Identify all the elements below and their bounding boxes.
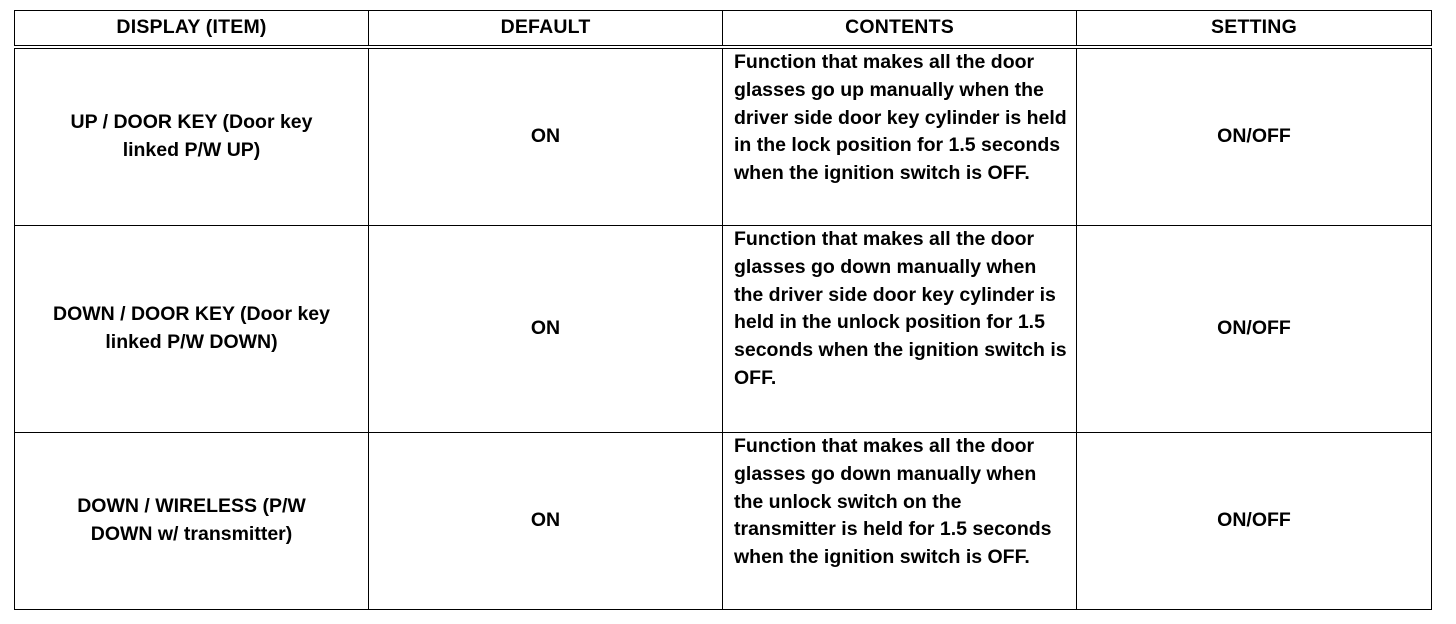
contents-cell: Function that makes all the door glasses go down manually when the unlock switch on the transmitter is held for 1.5 seconds when the ignition switch is OFF. xyxy=(723,433,1077,610)
setting-cell: ON/OFF xyxy=(1077,47,1432,226)
header-contents: CONTENTS xyxy=(723,11,1077,48)
default-cell: ON xyxy=(369,433,723,610)
header-default: DEFAULT xyxy=(369,11,723,48)
contents-cell: Function that makes all the door glasses go up manually when the driver side door key cylinder is held in the lock position for 1.5 seconds when the ignition switch is OFF. xyxy=(723,47,1077,226)
header-display-item: DISPLAY (ITEM) xyxy=(15,11,369,48)
table-header xyxy=(15,11,1432,48)
table-row xyxy=(15,47,1432,226)
settings-table xyxy=(14,10,1432,610)
default-cell: ON xyxy=(369,226,723,433)
display-item-cell: DOWN / WIRELESS (P/W DOWN w/ transmitter) xyxy=(15,433,369,610)
setting-cell: ON/OFF xyxy=(1077,226,1432,433)
setting-cell: ON/OFF xyxy=(1077,433,1432,610)
default-cell: ON xyxy=(369,47,723,226)
header-row xyxy=(15,11,1432,48)
display-item-cell: UP / DOOR KEY (Door key linked P/W UP) xyxy=(15,47,369,226)
contents-cell: Function that makes all the door glasses go down manually when the driver side door key cylinder is held in the unlock position for 1.5 seconds when the ignition switch is OFF. xyxy=(723,226,1077,433)
table-body xyxy=(15,47,1432,610)
table-row xyxy=(15,226,1432,433)
header-setting: SETTING xyxy=(1077,11,1432,48)
table-row xyxy=(15,433,1432,610)
display-item-cell: DOWN / DOOR KEY (Door key linked P/W DOWN) xyxy=(15,226,369,433)
